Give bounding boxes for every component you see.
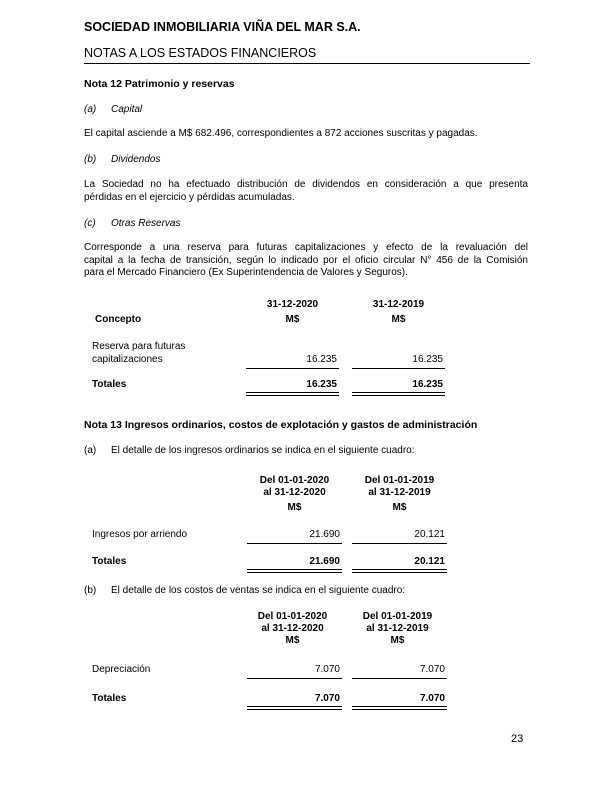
dividendos-line-2: pérdidas en el ejercicio y pérdidas acumuladas.: [84, 191, 295, 203]
capital-text: El capital asciende a M$ 682.496, correspondientes a 872 acciones suscritas y pagadas.: [84, 128, 478, 139]
dividendos-paragraph: [84, 179, 528, 204]
ingresos-total-2020: 21.690: [309, 556, 340, 567]
ingresos-row-underline-2020: [247, 543, 342, 544]
ingresos-col1-line1: Del 01-01-2020: [259, 475, 330, 486]
reservas-col2-date: 31-12-2019: [372, 299, 425, 310]
dividendos-label: Dividendos: [111, 154, 161, 165]
ingresos-col1-line2: al 31-12-2020: [263, 487, 326, 498]
reservas-row-label-2: capitalizaciones: [92, 354, 163, 365]
reservas-line-3: para el Mercado Financiero (Ex Superintendencia de Valores y Seguros).: [84, 267, 408, 278]
ingresos-total-2019: 20.121: [414, 556, 445, 567]
ingresos-total-double-underline-2019: [352, 569, 447, 573]
ingresos-col2-currency: M$: [392, 502, 407, 513]
dividendos-line-1: La Sociedad no ha efectuado distribución de dividendos en consideración a que presenta: [84, 179, 528, 190]
costos-row-underline-2020: [247, 678, 342, 679]
ingresos-col2-line1: Del 01-01-2019: [364, 475, 435, 486]
ingresos-intro: El detalle de los ingresos ordinarios se indica en el siguiente cuadro:: [111, 445, 415, 456]
capital-label: Capital: [111, 104, 143, 115]
costos-col1-line2: al 31-12-2020: [261, 623, 324, 634]
header-divider: [84, 63, 530, 64]
costos-col2-line1: Del 01-01-2019: [362, 611, 433, 622]
reservas-total-double-underline-2019: [352, 392, 445, 396]
costos-intro: El detalle de los costos de ventas se indica en el siguiente cuadro:: [111, 585, 406, 596]
costos-row-value-2019: 7.070: [419, 664, 445, 675]
costos-total-2020: 7.070: [314, 693, 340, 704]
costos-row-value-2020: 7.070: [314, 664, 340, 675]
ingresos-row-underline-2019: [352, 543, 447, 544]
ingresos-total-double-underline-2020: [247, 569, 342, 573]
document-subtitle: NOTAS A LOS ESTADOS FINANCIEROS: [84, 46, 317, 60]
reservas-totales-label: Totales: [92, 379, 127, 390]
reservas-total-2019: 16.235: [412, 379, 443, 390]
reservas-line-2: capital a la fecha de transición, según lo indicado por el oficio circular N° 456 de la Comisión: [84, 254, 528, 266]
costos-totales-label: Totales: [92, 693, 127, 704]
reservas-row-underline-2019: [352, 368, 445, 369]
reservas-col2-currency: M$: [391, 314, 406, 325]
ingresos-col1-currency: M$: [287, 502, 302, 513]
reservas-label: Otras Reservas: [111, 218, 181, 229]
reservas-concepto-header: Concepto: [95, 314, 142, 325]
costos-row-label: Depreciación: [92, 664, 151, 675]
reservas-row-value-2020: 16.235: [306, 354, 337, 365]
ingresos-totales-label: Totales: [92, 556, 127, 567]
costos-marker: (b): [84, 585, 97, 596]
reservas-row-value-2019: 16.235: [412, 354, 443, 365]
costos-col2-line2: al 31-12-2019: [366, 623, 429, 634]
reservas-col1-date: 31-12-2020: [266, 299, 319, 310]
reservas-row-underline-2020: [246, 368, 339, 369]
capital-marker: (a): [84, 104, 97, 115]
reservas-total-2020: 16.235: [306, 379, 337, 390]
costos-total-2019: 7.070: [419, 693, 445, 704]
ingresos-marker: (a): [84, 445, 97, 456]
dividendos-marker: (b): [84, 154, 97, 165]
reservas-paragraph: [84, 242, 528, 280]
reservas-line-1: Corresponde a una reserva para futuras capitalizaciones y efecto de la revaluación del: [84, 242, 528, 253]
ingresos-row-value-2019: 20.121: [414, 529, 445, 540]
reservas-row-label-1: Reserva para futuras: [92, 341, 186, 352]
company-name: SOCIEDAD INMOBILIARIA VIÑA DEL MAR S.A.: [84, 20, 361, 34]
costos-total-double-underline-2020: [247, 706, 342, 710]
nota-12-title: Nota 12 Patrimonio y reservas: [84, 78, 235, 90]
nota-13-title: Nota 13 Ingresos ordinarios, costos de explotación y gastos de administración: [84, 419, 478, 431]
costos-row-underline-2019: [352, 678, 447, 679]
costos-total-double-underline-2019: [352, 706, 447, 710]
costos-col2-currency: M$: [390, 635, 405, 646]
reservas-total-double-underline-2020: [246, 392, 339, 396]
costos-col1-currency: M$: [285, 635, 300, 646]
reservas-col1-currency: M$: [285, 314, 300, 325]
ingresos-col2-line2: al 31-12-2019: [368, 487, 431, 498]
ingresos-row-value-2020: 21.690: [309, 529, 340, 540]
costos-col1-line1: Del 01-01-2020: [257, 611, 328, 622]
ingresos-row-label: Ingresos por arriendo: [92, 529, 188, 540]
page-number: 23: [511, 733, 524, 745]
reservas-marker: (c): [84, 218, 96, 229]
